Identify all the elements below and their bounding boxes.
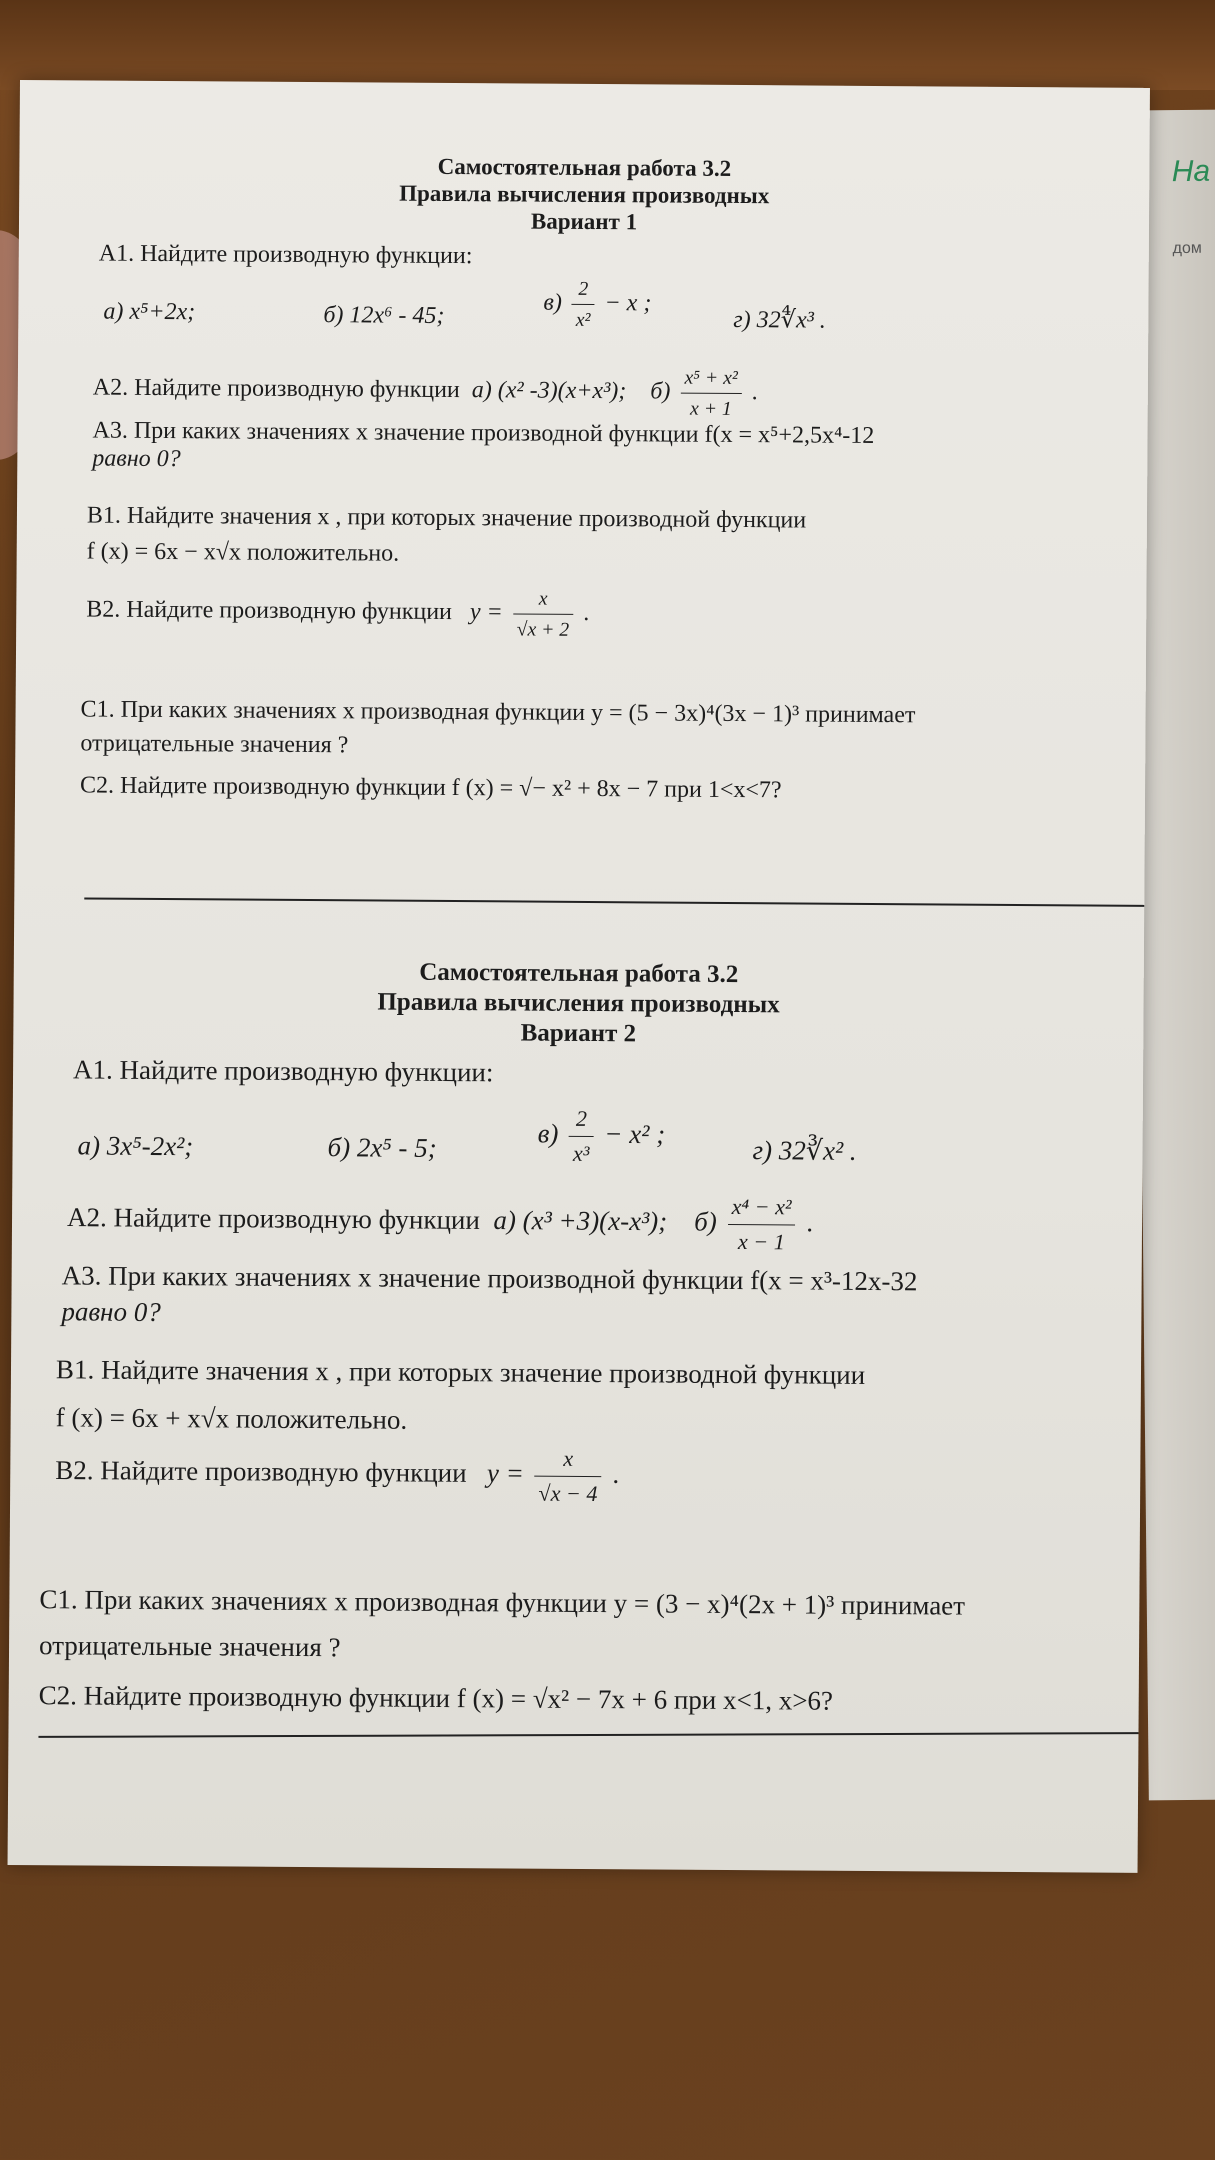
- task-a1-label: А1. Найдите производную функции:: [98, 240, 473, 270]
- task-b2: В2. Найдите производную функции y = $\frac{x}{√x - 4}$ .: [55, 1438, 619, 1511]
- task-a1-d: г) 32∛x² .: [752, 1135, 857, 1166]
- fraction: $\frac{2}{\text{x³}}$: [569, 1102, 594, 1171]
- task-a1-b: б) 12x⁶ - 45;: [323, 302, 445, 329]
- task-c1-line1: С1. При каких значениях x производная функции y = (5 − 3x)⁴(3x − 1)³ принимает: [80, 696, 916, 729]
- subtitle: Правила вычисления производных: [399, 180, 770, 209]
- task-a1-a: а) 3x⁵-2x²;: [77, 1130, 194, 1162]
- section-divider: [84, 897, 1144, 906]
- task-a1-d: г) 32∜x³ .: [733, 306, 826, 334]
- task-c2: С2. Найдите производную функции f (x) = √− x² + 8x − 7 при 1<x<7?: [79, 772, 782, 804]
- task-a3-line1: А3. При каких значениях x значение производной функции f(x = x³-12x-32: [61, 1260, 918, 1297]
- task-b1-line2: f (x) = 6x − x√x положительно.: [86, 538, 400, 567]
- task-b1-line2: f (x) = 6x + x√x положительно.: [55, 1402, 408, 1435]
- title: Самостоятельная работа 3.2: [437, 153, 732, 181]
- side-page-text: дом: [1172, 239, 1202, 258]
- task-c1-line2: отрицательные значения ?: [80, 730, 349, 759]
- variant-label: Вариант 2: [520, 1019, 637, 1048]
- task-a1-c: в) $\frac{2}{\text{x³}}$ − x² ;: [537, 1102, 665, 1172]
- task-c1-line1: С1. При каких значениях x производная функции y = (3 − x)⁴(2x + 1)³ принимает: [39, 1584, 966, 1621]
- fraction: $\frac{2}{\text{x²}}$: [572, 274, 595, 335]
- task-a3-line2: равно 0?: [61, 1296, 161, 1328]
- fraction: $\frac{\text{x⁴ − x²}}{x - 1}$: [727, 1190, 795, 1259]
- fraction: $\frac{x}{√x + 2}$: [513, 583, 574, 644]
- fraction: $\frac{x}{√x - 4}$: [534, 1442, 602, 1511]
- task-b1-line1: В1. Найдите значения x , при которых значение производной функции: [55, 1354, 866, 1390]
- subtitle: Правила вычисления производных: [377, 988, 780, 1019]
- variant-1-header: [19, 150, 1150, 239]
- task-b2: В2. Найдите производную функции y = $\frac{x}{√x + 2}$ .: [86, 580, 589, 645]
- task-a1-b: б) 2x⁵ - 5;: [327, 1132, 437, 1163]
- task-a3-line1: А3. При каких значениях x значение производной функции f(x = x⁵+2,5x⁴-12: [92, 417, 875, 449]
- task-c1-line2: отрицательные значения ?: [38, 1630, 341, 1663]
- table-surface: [0, 0, 1215, 90]
- fraction: $\frac{\text{x⁵ + x²}}{x + 1}$: [680, 363, 742, 424]
- title: Самостоятельная работа 3.2: [419, 958, 739, 989]
- task-a3-line2: равно 0?: [92, 445, 181, 473]
- task-a2: А2. Найдите производную функции а) (x² -3)(x+x³); б) $\frac{\text{x⁵ + x²}}{x + 1}$ .: [93, 359, 758, 425]
- task-a2: А2. Найдите производную функции а) (x³ +3)(x-x³); б) $\frac{\text{x⁴ − x²}}{x - 1}$ .: [67, 1185, 813, 1259]
- task-a1-label: А1. Найдите производную функции:: [72, 1054, 494, 1088]
- task-c2: С2. Найдите производную функции f (x) = √x² − 7x + 6 при x<1, x>6?: [38, 1680, 834, 1716]
- bottom-rule: [38, 1732, 1138, 1738]
- variant-2-header: [13, 955, 1144, 1053]
- worksheet-page: [8, 80, 1150, 1873]
- task-a1-c: в) $\frac{2}{\text{x²}}$ − x ;: [543, 274, 651, 336]
- green-handwriting: На: [1171, 154, 1211, 189]
- variant-label: Вариант 1: [530, 208, 638, 235]
- task-b1-line1: В1. Найдите значения x , при которых значение производной функции: [86, 502, 807, 534]
- task-a1-a: а) x⁵+2x;: [103, 298, 196, 326]
